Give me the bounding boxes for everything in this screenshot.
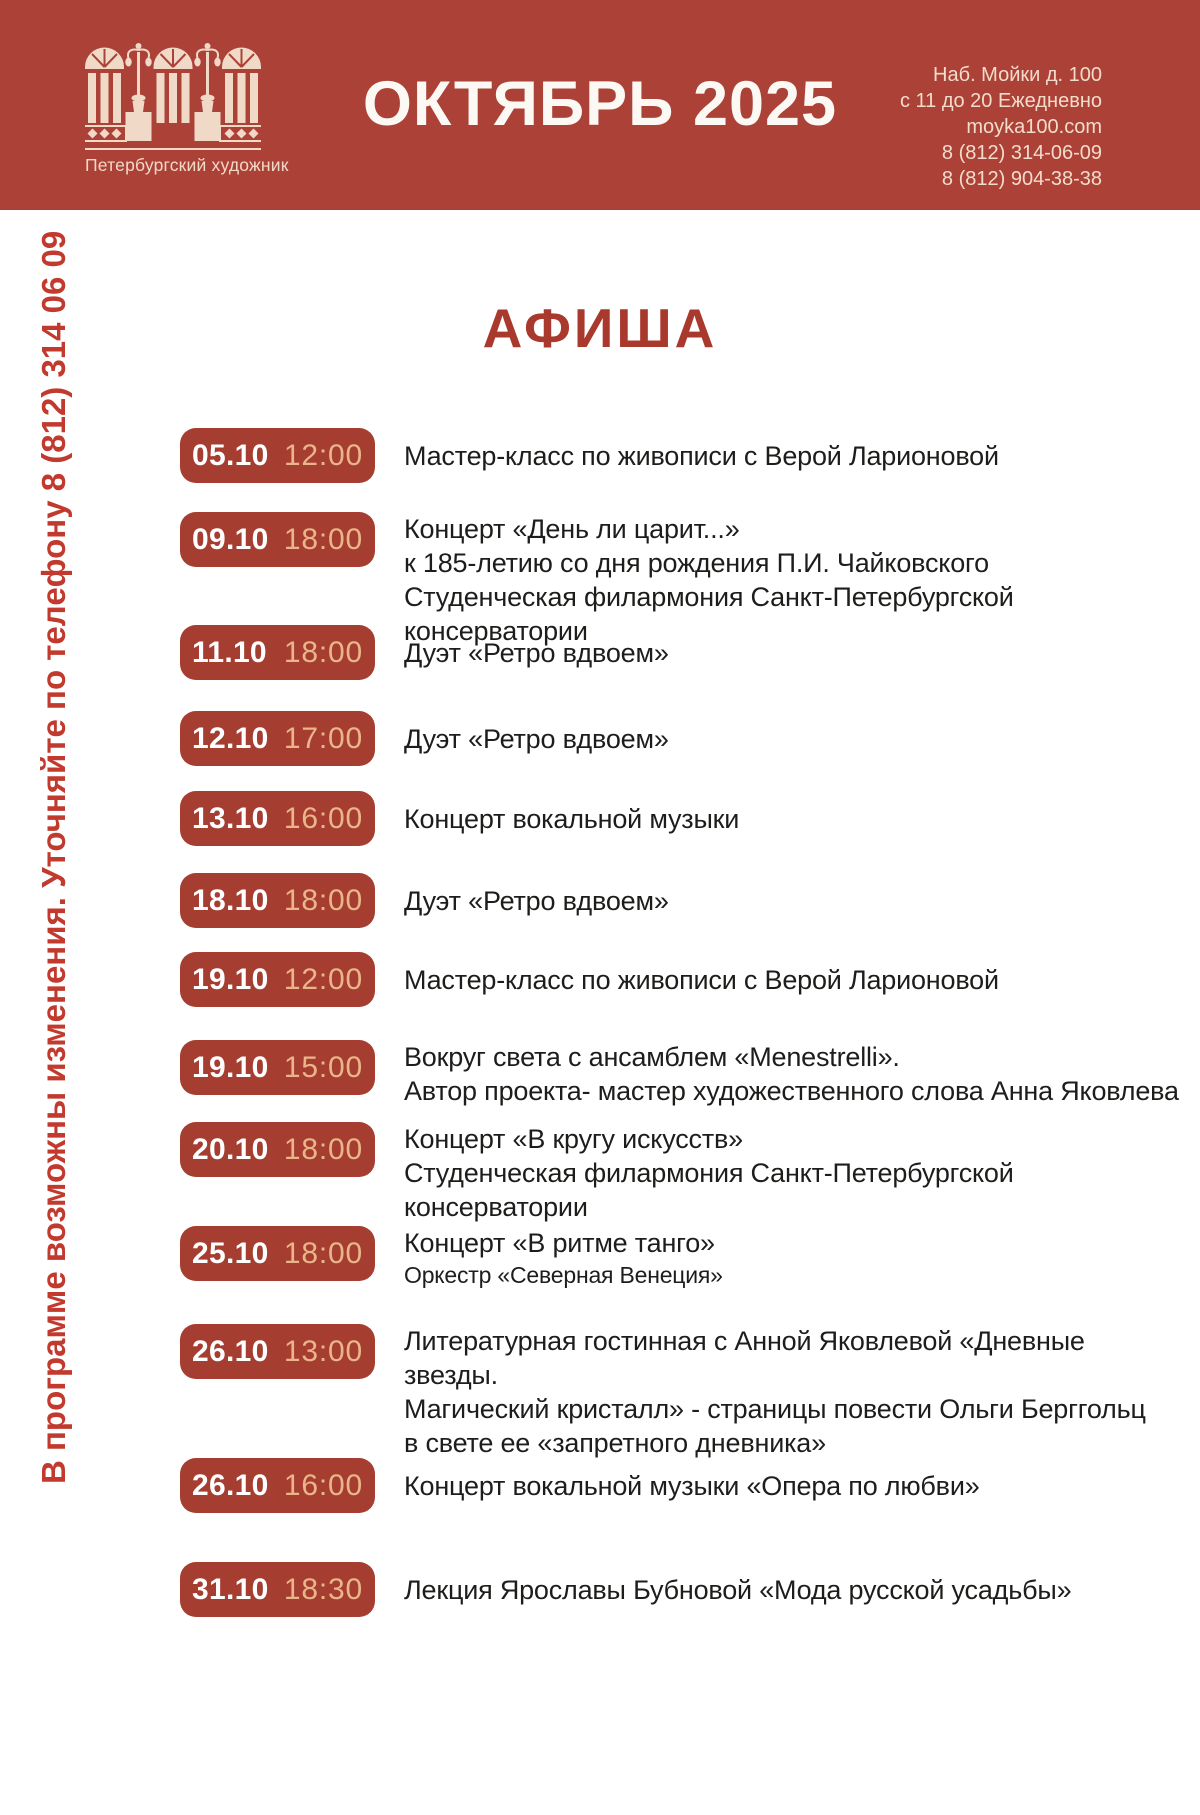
contact-line: 8 (812) 904-38-38: [941, 168, 1102, 190]
event-time: 12:00: [283, 962, 363, 996]
event-time: 13:00: [283, 1334, 363, 1368]
date-badge: [180, 1562, 375, 1617]
event-time: 18:00: [283, 635, 363, 669]
event-date: 25.10: [192, 1236, 269, 1270]
event-time: 12:00: [283, 438, 363, 472]
event-line: Автор проекта- мастер художественного слова Анна Яковлева: [404, 1076, 1179, 1106]
date-badge: [180, 1324, 375, 1379]
event-date: 20.10: [192, 1132, 269, 1166]
event-description: [404, 791, 1180, 846]
logo-caption: Петербургский художник: [85, 148, 261, 176]
event-line: Дуэт «Ретро вдвоем»: [404, 723, 669, 754]
event-description: [404, 1562, 1180, 1617]
event-date: 31.10: [192, 1572, 269, 1606]
event-line: Концерт «В кругу искусств»: [404, 1124, 743, 1154]
event-time: 16:00: [283, 1468, 363, 1502]
date-badge: [180, 1226, 375, 1281]
event-line: Мастер-класс по живописи с Верой Ларионовой: [404, 440, 999, 471]
event-description: [404, 873, 1180, 928]
event-line: Студенческая филармония Санкт-Петербургской консерватории: [404, 1158, 1014, 1222]
event-line: Концерт вокальной музыки: [404, 803, 740, 834]
contact-line: 8 (812) 314-06-09: [941, 142, 1102, 164]
event-time: 15:00: [283, 1050, 363, 1084]
event-date: 11.10: [192, 635, 267, 669]
event-time: 18:00: [283, 883, 363, 917]
event-line: Мастер-класс по живописи с Верой Ларионовой: [404, 964, 999, 995]
event-date: 26.10: [192, 1468, 269, 1502]
event-description: [404, 1226, 1180, 1290]
date-badge: [180, 711, 375, 766]
date-badge: [180, 1458, 375, 1513]
event-date: 19.10: [192, 962, 269, 996]
program-note-vertical: В программе возможны изменения. Уточняйте по телефону 8 (812) 314 06 09: [35, 230, 72, 1484]
event-date: 18.10: [192, 883, 269, 917]
date-badge: [180, 1040, 375, 1095]
event-time: 18:00: [283, 1236, 363, 1270]
date-badge: [180, 873, 375, 928]
event-line: Концерт «В ритме танго»: [404, 1228, 715, 1258]
date-badge: [180, 625, 375, 680]
event-time: 18:30: [283, 1572, 363, 1606]
event-description: [404, 1324, 1180, 1460]
event-date: 26.10: [192, 1334, 269, 1368]
contact-line: с 11 до 20 Ежедневно: [899, 90, 1102, 112]
event-time: 18:00: [283, 522, 363, 556]
event-line: Концерт вокальной музыки «Опера по любви»: [404, 1470, 980, 1501]
event-date: 19.10: [192, 1050, 269, 1084]
event-line: Концерт «День ли царит...»: [404, 514, 740, 544]
date-badge: [180, 1122, 375, 1177]
date-badge: [180, 428, 375, 483]
event-date: 09.10: [192, 522, 269, 556]
event-description: [404, 1040, 1180, 1108]
contact-line: moyka100.com: [966, 116, 1102, 138]
event-line: Литературная гостинная с Анной Яковлевой «Дневные звезды.: [404, 1326, 1085, 1390]
event-line: к 185-летию со дня рождения П.И. Чайковского: [404, 548, 989, 578]
event-date: 05.10: [192, 438, 269, 472]
month-title: ОКТЯБРЬ 2025: [362, 69, 838, 139]
event-time: 16:00: [283, 801, 363, 835]
event-description: [404, 952, 1180, 1007]
afisha-title: АФИША: [482, 297, 718, 359]
event-description: [404, 625, 1180, 680]
event-line: Дуэт «Ретро вдвоем»: [404, 885, 669, 916]
event-line: Магический кристалл» - страницы повести Ольги Берггольц: [404, 1394, 1146, 1424]
event-time: 17:00: [283, 721, 363, 755]
date-badge: [180, 952, 375, 1007]
event-line: Вокруг света с ансамблем «Menestrelli».: [404, 1042, 900, 1072]
event-time: 18:00: [283, 1132, 363, 1166]
event-description: [404, 711, 1180, 766]
event-date: 13.10: [192, 801, 269, 835]
event-description: [404, 1458, 1180, 1513]
event-line: в свете ее «запретного дневника»: [404, 1428, 826, 1458]
event-line: Дуэт «Ретро вдвоем»: [404, 637, 669, 668]
event-description: [404, 428, 1180, 483]
contact-line: Наб. Мойки д. 100: [933, 64, 1102, 86]
event-subline: Оркестр «Северная Венеция»: [404, 1262, 723, 1288]
event-date: 12.10: [192, 721, 269, 755]
event-line: Лекция Ярославы Бубновой «Мода русской усадьбы»: [404, 1574, 1072, 1605]
date-badge: [180, 512, 375, 567]
event-line: Студенческая филармония Санкт-Петербургской консерватории: [404, 582, 1014, 646]
date-badge: [180, 791, 375, 846]
event-description: [404, 1122, 1180, 1224]
